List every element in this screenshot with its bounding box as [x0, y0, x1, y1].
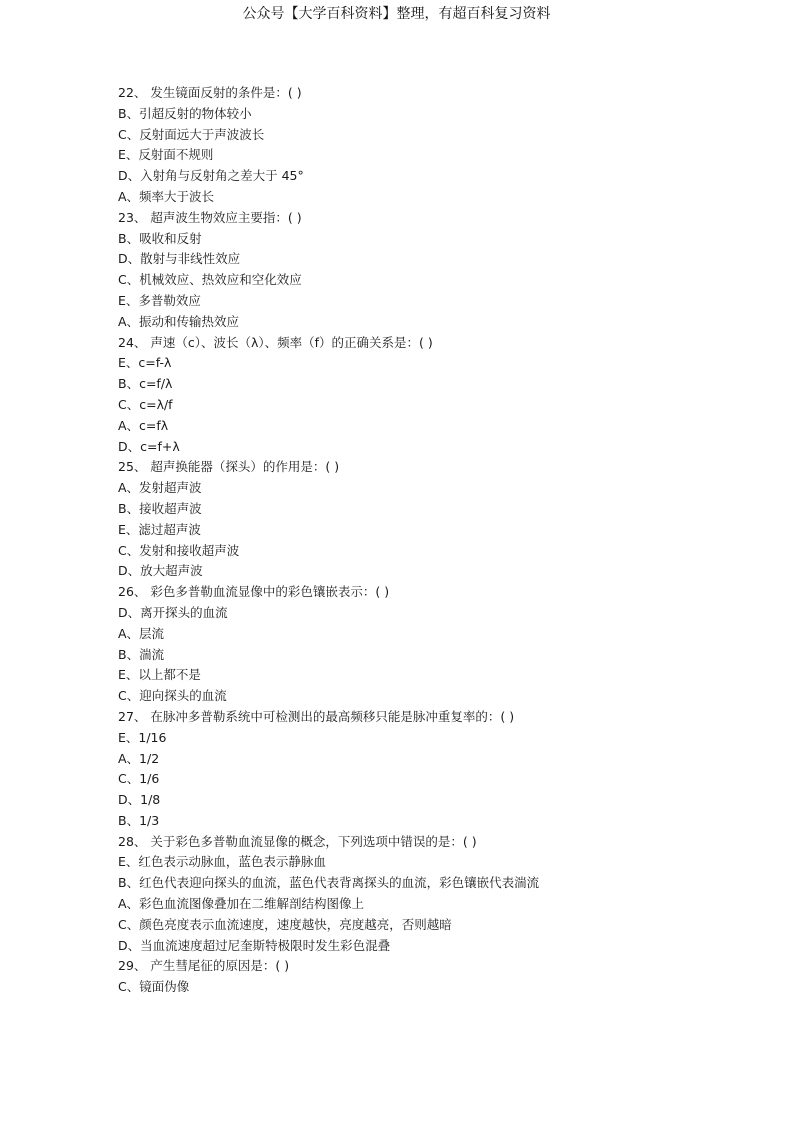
answer-option: B、红色代表迎向探头的血流，蓝色代表背离探头的血流，彩色镶嵌代表湍流	[118, 875, 540, 891]
answer-option: B、接收超声波	[118, 500, 202, 516]
answer-option: C、镜面伪像	[118, 979, 190, 995]
answer-option: B、引超反射的物体较小	[118, 105, 252, 121]
question-29	[118, 956, 758, 998]
question-26	[118, 582, 758, 707]
answer-option: E、1/16	[118, 729, 167, 745]
answer-option: B、吸收和反射	[118, 230, 202, 246]
question-stem: 23、 超声波生物效应主要指：( )	[118, 209, 302, 225]
answer-option: E、滤过超声波	[118, 521, 201, 537]
question-stem: 22、 发生镜面反射的条件是：( )	[118, 85, 302, 100]
answer-option: C、颜色亮度表示血流速度，速度越快，亮度越亮，否则越暗	[118, 916, 452, 932]
question-23	[118, 208, 758, 333]
question-stem: 28、 关于彩色多普勒血流显像的概念，下列选项中错误的是：( )	[118, 833, 477, 849]
question-stem: 25、 超声换能器（探头）的作用是：( )	[118, 459, 340, 475]
answer-option: A、振动和传输热效应	[118, 313, 240, 329]
answer-option: E、以上都不是	[118, 667, 201, 683]
question-27	[118, 707, 758, 832]
answer-option: C、机械效应、热效应和空化效应	[118, 272, 302, 288]
answer-option: A、c=fλ	[118, 417, 169, 433]
question-28	[118, 832, 758, 957]
answer-option: C、c=λ/f	[118, 396, 173, 412]
answer-option: D、入射角与反射角之差大于 45°	[118, 168, 304, 184]
question-24	[118, 333, 758, 458]
question-stem: 29、 产生彗尾征的原因是：( )	[118, 958, 290, 974]
answer-option: D、当血流速度超过尼奎斯特极限时发生彩色混叠	[118, 937, 391, 953]
answer-option: B、湍流	[118, 646, 165, 662]
answer-option: E、红色表示动脉血，蓝色表示静脉血	[118, 854, 326, 870]
answer-option: A、发射超声波	[118, 480, 202, 496]
answer-option: C、发射和接收超声波	[118, 542, 240, 558]
answer-option: C、1/6	[118, 771, 160, 787]
answer-option: A、彩色血流图像叠加在二维解剖结构图像上	[118, 896, 365, 912]
answer-option: A、频率大于波长	[118, 188, 215, 204]
question-stem: 24、 声速（c）、波长（λ）、频率（f）的正确关系是：( )	[118, 334, 433, 350]
answer-option: D、散射与非线性效应	[118, 251, 241, 267]
answer-option: E、c=f-λ	[118, 355, 172, 371]
answer-option: A、层流	[118, 625, 165, 641]
answer-option: B、c=f/λ	[118, 376, 173, 392]
answer-option: C、迎向探头的血流	[118, 688, 227, 704]
answer-option: D、1/8	[118, 792, 161, 808]
question-stem: 26、 彩色多普勒血流显像中的彩色镶嵌表示：( )	[118, 584, 390, 600]
answer-option: B、1/3	[118, 812, 160, 828]
answer-option: D、c=f+λ	[118, 438, 180, 454]
answer-option: D、离开探头的血流	[118, 604, 228, 620]
answer-option: D、放大超声波	[118, 563, 203, 579]
question-list	[118, 83, 758, 998]
answer-option: A、1/2	[118, 750, 160, 766]
question-stem: 27、 在脉冲多普勒系统中可检测出的最高频移只能是脉冲重复率的：( )	[118, 708, 515, 724]
question-25	[118, 457, 758, 582]
answer-option: E、多普勒效应	[118, 292, 201, 308]
question-22	[118, 83, 758, 208]
answer-option: E、反射面不规则	[118, 147, 214, 163]
answer-option: C、反射面远大于声波波长	[118, 126, 265, 142]
page-header: 公众号【大学百科资料】整理，有超百科复习资料	[242, 6, 551, 22]
